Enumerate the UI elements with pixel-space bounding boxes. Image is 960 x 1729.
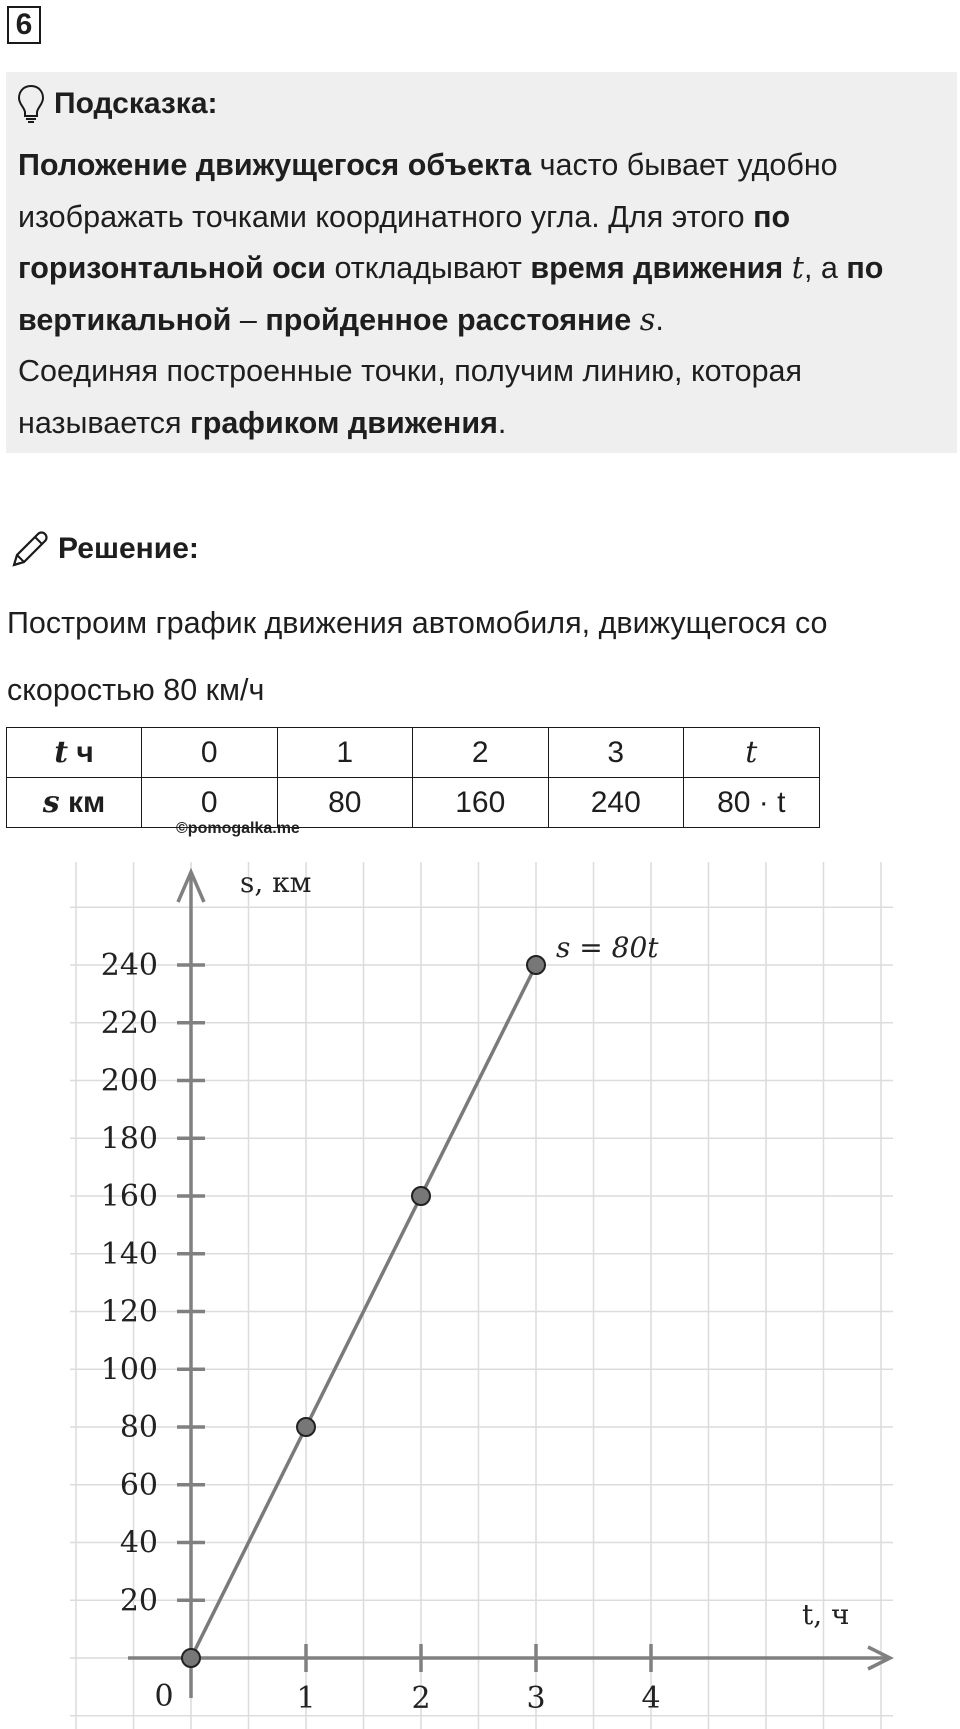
hint-paragraph-1 — [18, 140, 948, 346]
pencil-icon — [8, 527, 52, 571]
y-tick-label: 120 — [100, 1294, 158, 1330]
data-point — [182, 1649, 200, 1667]
table-var: t — [54, 735, 69, 770]
table-var: s — [42, 785, 60, 820]
table-cell: 160 — [413, 778, 549, 828]
y-tick-label: 60 — [119, 1467, 158, 1503]
y-tick-label: 100 — [100, 1352, 158, 1388]
y-tick-label: 140 — [100, 1236, 158, 1272]
hint-span: . — [655, 302, 664, 337]
hint-span: часто бывает удобно изображать точками координатного угла. Для этого — [18, 148, 838, 234]
origin-label: 0 — [154, 1679, 174, 1714]
hint-bold: по вертикальной — [18, 251, 884, 337]
x-tick-label: 3 — [526, 1681, 546, 1716]
table-row — [7, 778, 820, 828]
table-cell: 0 — [142, 778, 278, 828]
solution-header — [8, 523, 199, 575]
table-cell: 80 · t — [684, 778, 820, 828]
hint-span: – — [231, 302, 266, 337]
series-annotation: s = 80t — [556, 931, 659, 964]
table-cell: 240 — [548, 778, 684, 828]
task-number: 6 — [7, 6, 41, 44]
hint-bold: графиком движения — [190, 405, 498, 440]
values-table — [6, 727, 820, 828]
hint-bold: время движения — [530, 251, 784, 285]
math-var-s: s — [639, 302, 656, 338]
y-tick-label: 40 — [119, 1525, 158, 1561]
watermark: ©pomogalka.me — [176, 820, 300, 837]
y-tick-label: 180 — [100, 1121, 158, 1157]
x-tick-label: 1 — [296, 1681, 316, 1716]
hint-header — [18, 78, 218, 130]
data-point — [527, 956, 545, 974]
y-tick-label: 200 — [100, 1063, 158, 1099]
y-tick-label: 220 — [100, 1005, 158, 1041]
hint-span: Соединяя построенные точки, получим линию, которая называется — [18, 354, 803, 440]
hint-box — [6, 72, 957, 453]
hint-paragraph-2 — [18, 346, 948, 449]
y-tick-label: 20 — [119, 1583, 158, 1619]
table-header-t — [7, 728, 142, 778]
hint-text — [18, 140, 948, 449]
hint-title: Подсказка: — [54, 87, 218, 120]
math-var-t: t — [791, 251, 804, 286]
table-cell: 3 — [548, 728, 684, 778]
table-cell: t — [684, 728, 820, 778]
table-unit: км — [59, 786, 106, 819]
hint-span: . — [497, 405, 507, 440]
x-axis-label: t, ч — [802, 1598, 850, 1631]
table-header-s — [7, 778, 142, 828]
table-unit: ч — [68, 736, 94, 769]
y-tick-label: 80 — [119, 1410, 158, 1445]
table-row — [7, 728, 820, 778]
table-cell: 1 — [277, 728, 413, 778]
hint-bold: Положение движущегося объекта — [18, 148, 532, 182]
data-point — [297, 1418, 315, 1436]
y-tick-label: 240 — [100, 948, 158, 983]
motion-graph — [0, 840, 960, 1729]
table-cell: 2 — [413, 728, 549, 778]
x-tick-label: 2 — [411, 1681, 431, 1716]
table-cell: 80 — [277, 778, 413, 828]
x-tick-label: 4 — [641, 1681, 661, 1716]
data-point — [412, 1187, 430, 1205]
solution-title: Решение: — [58, 532, 199, 565]
table-cell: 0 — [142, 728, 278, 778]
hint-bold: пройденное расстояние — [265, 302, 632, 337]
y-tick-label: 160 — [100, 1179, 158, 1214]
solution-text: Построим график движения автомобиля, движущегося со скоростью 80 км/ч — [7, 606, 828, 707]
hint-bold: по горизонтальной оси — [18, 199, 791, 285]
lightbulb-icon — [18, 84, 44, 124]
y-axis-label: s, км — [240, 866, 312, 899]
hint-span: , а — [803, 251, 847, 285]
hint-span: откладывают — [326, 251, 531, 285]
